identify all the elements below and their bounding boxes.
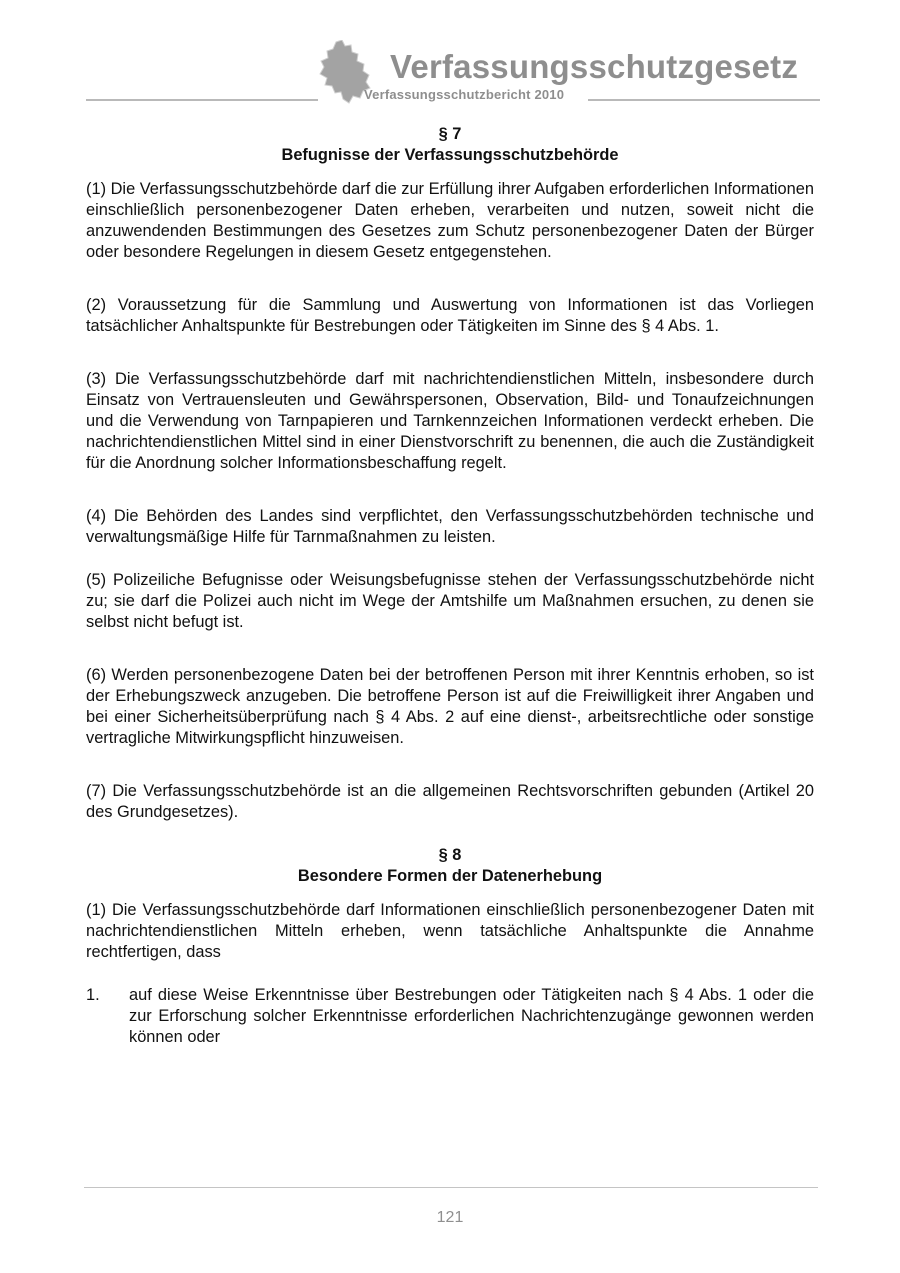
section-7-title: Befugnisse der Verfassungsschutzbehörde (281, 146, 619, 164)
section-8-number: § 8 (438, 846, 462, 864)
list-item-number: 1. (86, 986, 100, 1004)
document-body (86, 124, 814, 1048)
list-item-text: auf diese Weise Erkenntnisse über Bestrebungen oder Tätigkeiten nach § 4 Abs. 1 oder die zur Erforschung solcher Erkenntnisse erforderlichen Nachrichtenzugänge gewonnen werden können oder (129, 986, 814, 1046)
section-7-paragraph-4: (4) Die Behörden des Landes sind verpflichtet, den Verfassungsschutzbehörden technische und verwaltungsmäßige Hilfe für Tarnmaßnahmen zu leisten. (86, 507, 814, 546)
section-7-paragraph-3: (3) Die Verfassungsschutzbehörde darf mit nachrichtendienstlichen Mitteln, insbesondere durch Einsatz von Vertrauensleuten und Gewährspersonen, Observation, Bild- und Tonaufzeichnungen und die Verwendung von Tarnpapieren und Tarnkennzeichen Informationen verdeckt erheben. Die nachrichtendienstlichen Mittel sind in einer Dienstvorschrift zu benennen, die auch die Zuständigkeit für die Anordnung solcher Informationsbeschaffung regelt. (86, 370, 814, 472)
section-7-paragraph-1: (1) Die Verfassungsschutzbehörde darf die zur Erfüllung ihrer Aufgaben erforderlichen Informationen einschließlich personenbezogener Daten erheben, verarbeiten und nutzen, soweit nicht die anzuwendenden Bestimmungen des Gesetzes zum Schutz personenbezogener Daten der Bürger oder besondere Regelungen in diesem Gesetz entgegenstehen. (86, 180, 814, 261)
section-8-title: Besondere Formen der Datenerhebung (297, 867, 603, 885)
header-title: Verfassungsschutzgesetz (390, 48, 799, 85)
page-number: 121 (436, 1209, 464, 1226)
footer-divider (84, 1187, 818, 1188)
header-subtitle: Verfassungsschutzbericht 2010 (364, 87, 565, 102)
section-7-paragraph-5: (5) Polizeiliche Befugnisse oder Weisungsbefugnisse stehen der Verfassungsschutzbehörde nicht zu; sie darf die Polizei auch nicht im Wege der Amtshilfe um Maßnahmen ersuchen, zu denen sie selbst nicht befugt ist. (86, 571, 814, 631)
header-divider-left (86, 99, 318, 101)
section-7-paragraph-6: (6) Werden personenbezogene Daten bei der betroffenen Person mit ihrer Kenntnis erhoben, so ist der Erhebungszweck anzugeben. Die betroffene Person ist auf die Freiwilligkeit ihrer Angaben und bei einer Sicherheitsüberprüfung nach § 4 Abs. 2 auf eine dienst-, arbeitsrechtliche oder sonstige vertragliche Mitwirkungspflicht hinzuweisen. (86, 666, 814, 747)
section-8-paragraph-1: (1) Die Verfassungsschutzbehörde darf Informationen einschließlich personenbezogener Daten mit nachrichtendienstlichen Mitteln erheben, wenn tatsächliche Anhaltspunkte die Annahme rechtfertigen, dass (86, 901, 814, 961)
header-divider-right (588, 99, 820, 101)
section-7-number: § 7 (438, 125, 462, 143)
page-header (0, 0, 900, 110)
section-7-paragraph-2: (2) Voraussetzung für die Sammlung und Auswertung von Informationen ist das Vorliegen tatsächlicher Anhaltspunkte für Bestrebungen oder Tätigkeiten im Sinne des § 4 Abs. 1. (86, 296, 814, 335)
list-item (86, 985, 814, 1048)
section-7-paragraph-7: (7) Die Verfassungsschutzbehörde ist an die allgemeinen Rechtsvorschriften gebunden (Artikel 20 des Grundgesetzes). (86, 782, 814, 821)
